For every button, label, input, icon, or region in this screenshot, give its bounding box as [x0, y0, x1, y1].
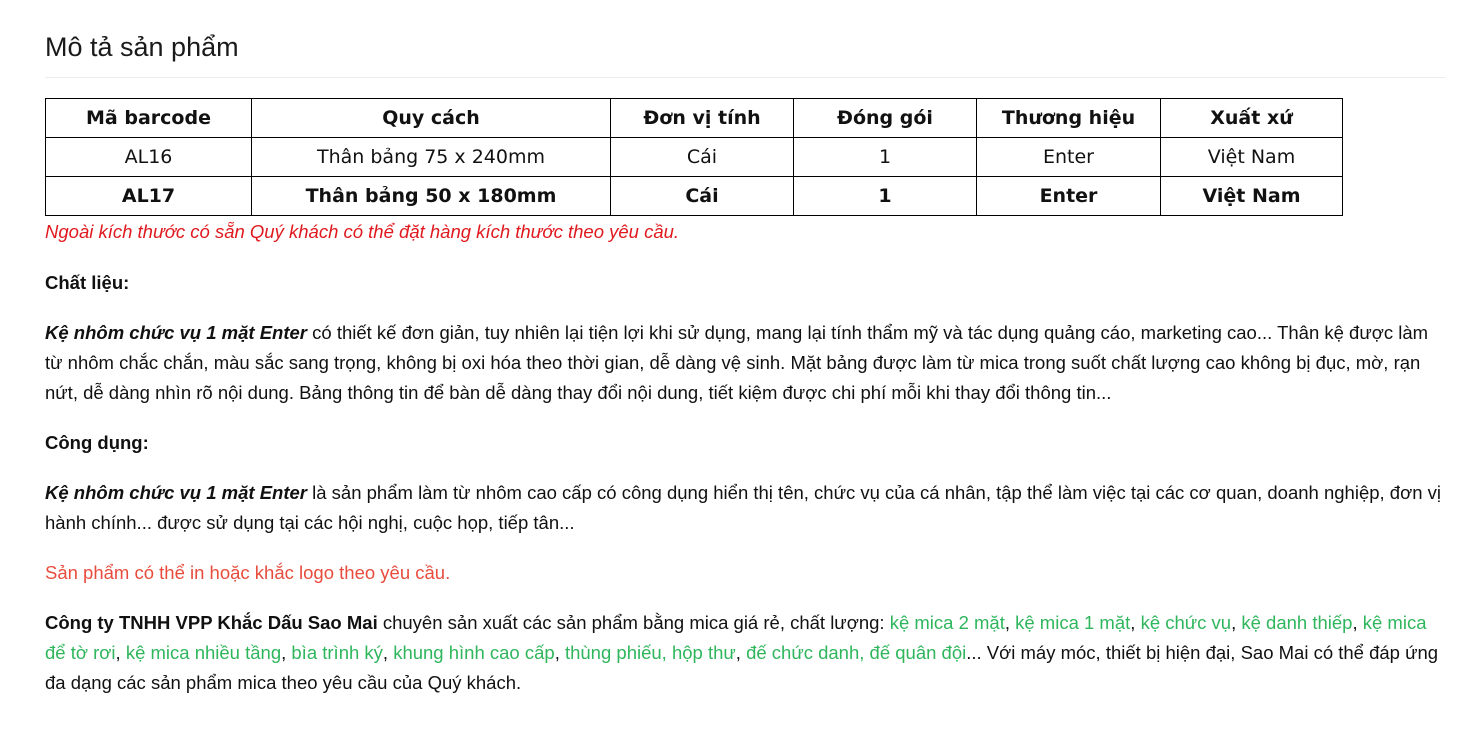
link-ke-mica-de-to-roi[interactable]: kệ mica để tờ rơi — [45, 612, 1427, 663]
usage-paragraph — [45, 478, 1445, 538]
header-brand: Thương hiệu — [977, 99, 1161, 138]
cell-origin: Việt Nam — [1161, 138, 1343, 177]
link-ke-mica-nhieu-tang[interactable]: kệ mica nhiều tầng — [125, 642, 282, 663]
usage-product-name: Kệ nhôm chức vụ 1 mặt Enter — [45, 482, 307, 503]
logo-note: Sản phẩm có thể in hoặc khắc logo theo yêu cầu. — [45, 562, 451, 583]
material-product-name: Kệ nhôm chức vụ 1 mặt Enter — [45, 322, 307, 343]
company-paragraph: Công ty TNHH VPP Khắc Dấu Sao Mai chuyên sản xuất các sản phẩm bằng mica giá rẻ, chất lượng: kệ mica 2 mặt, kệ mica 1 mặt, kệ chức vụ, kệ danh thiếp, kệ mica để tờ rơi, kệ mica nhiều tầng, bìa trình ký, khung hình cao cấp, thùng phiếu, hộp thư, đế chức danh, đế quân đội... Với máy móc, thiết bị hiện đại, Sao Mai có thể đáp ứng đa dạng các sản phẩm mica theo yêu cầu của Quý khách. — [45, 612, 1439, 693]
link-ke-danh-thiep[interactable]: kệ danh thiếp — [1241, 612, 1353, 633]
company-intro: chuyên sản xuất các sản phẩm bằng mica giá rẻ, chất lượng: — [377, 612, 890, 633]
table-header-row — [46, 99, 1343, 138]
cell-brand: Enter — [977, 138, 1161, 177]
product-description — [45, 0, 1445, 698]
table-row — [46, 177, 1343, 216]
header-unit: Đơn vị tính — [611, 99, 794, 138]
cell-origin: Việt Nam — [1161, 177, 1343, 216]
link-ke-chuc-vu[interactable]: kệ chức vụ — [1140, 612, 1232, 633]
company-name: Công ty TNHH VPP Khắc Dấu Sao Mai — [45, 612, 378, 633]
header-origin: Xuất xứ — [1161, 99, 1343, 138]
cell-barcode: AL17 — [46, 177, 252, 216]
cell-spec: Thân bảng 50 x 180mm — [252, 177, 611, 216]
cell-packing: 1 — [794, 177, 977, 216]
size-note: Ngoài kích thước có sẵn Quý khách có thể đặt hàng kích thước theo yêu cầu. — [45, 221, 680, 242]
cell-barcode: AL16 — [46, 138, 252, 177]
cell-packing: 1 — [794, 138, 977, 177]
link-thung-phieu-hop-thu[interactable]: thùng phiếu, hộp thư — [564, 642, 736, 663]
link-ke-mica-1-mat[interactable]: kệ mica 1 mặt — [1015, 612, 1131, 633]
section-title: Mô tả sản phẩm — [45, 0, 1445, 78]
material-paragraph — [45, 318, 1445, 408]
material-heading: Chất liệu: — [45, 272, 130, 293]
usage-text: là sản phẩm làm từ nhôm cao cấp có công dụng hiển thị tên, chức vụ của cá nhân, tập thể làm việc tại các cơ quan, doanh nghiệp, đơn vị hành chính... được sử dụng tại các hội nghị, cuộc họp, tiếp tân... — [45, 482, 1442, 533]
company-outro: ... Với máy móc, thiết bị hiện đại, Sao Mai có thể đáp ứng đa dạng các sản phẩm mica theo yêu cầu của Quý khách. — [45, 642, 1439, 693]
material-text: có thiết kế đơn giản, tuy nhiên lại tiện lợi khi sử dụng, mang lại tính thẩm mỹ và tác dụng quảng cáo, marketing cao... Thân kệ được làm từ nhôm chắc chắn, màu sắc sang trọng, không bị oxi hóa theo thời gian, dễ dàng vệ sinh. Mặt bảng được làm từ mica trong suốt chất lượng cao không bị đục, mờ, rạn nứt, dễ dàng nhìn rõ nội dung. Bảng thông tin để bàn dễ dàng thay đổi nội dung, tiết kiệm được chi phí mỗi khi thay đổi thông tin... — [45, 322, 1429, 403]
spec-table — [45, 98, 1343, 216]
link-bia-trinh-ky[interactable]: bìa trình ký — [291, 642, 383, 663]
header-packing: Đóng gói — [794, 99, 977, 138]
cell-spec: Thân bảng 75 x 240mm — [252, 138, 611, 177]
usage-heading: Công dụng: — [45, 432, 149, 453]
header-spec: Quy cách — [252, 99, 611, 138]
cell-unit: Cái — [611, 177, 794, 216]
link-de-chuc-danh[interactable]: đế chức danh, đế quân đội — [746, 642, 967, 663]
header-barcode: Mã barcode — [46, 99, 252, 138]
table-row — [46, 138, 1343, 177]
cell-brand: Enter — [977, 177, 1161, 216]
link-khung-hinh-cao-cap[interactable]: khung hình cao cấp — [393, 642, 555, 663]
cell-unit: Cái — [611, 138, 794, 177]
link-ke-mica-2-mat[interactable]: kệ mica 2 mặt — [889, 612, 1005, 633]
